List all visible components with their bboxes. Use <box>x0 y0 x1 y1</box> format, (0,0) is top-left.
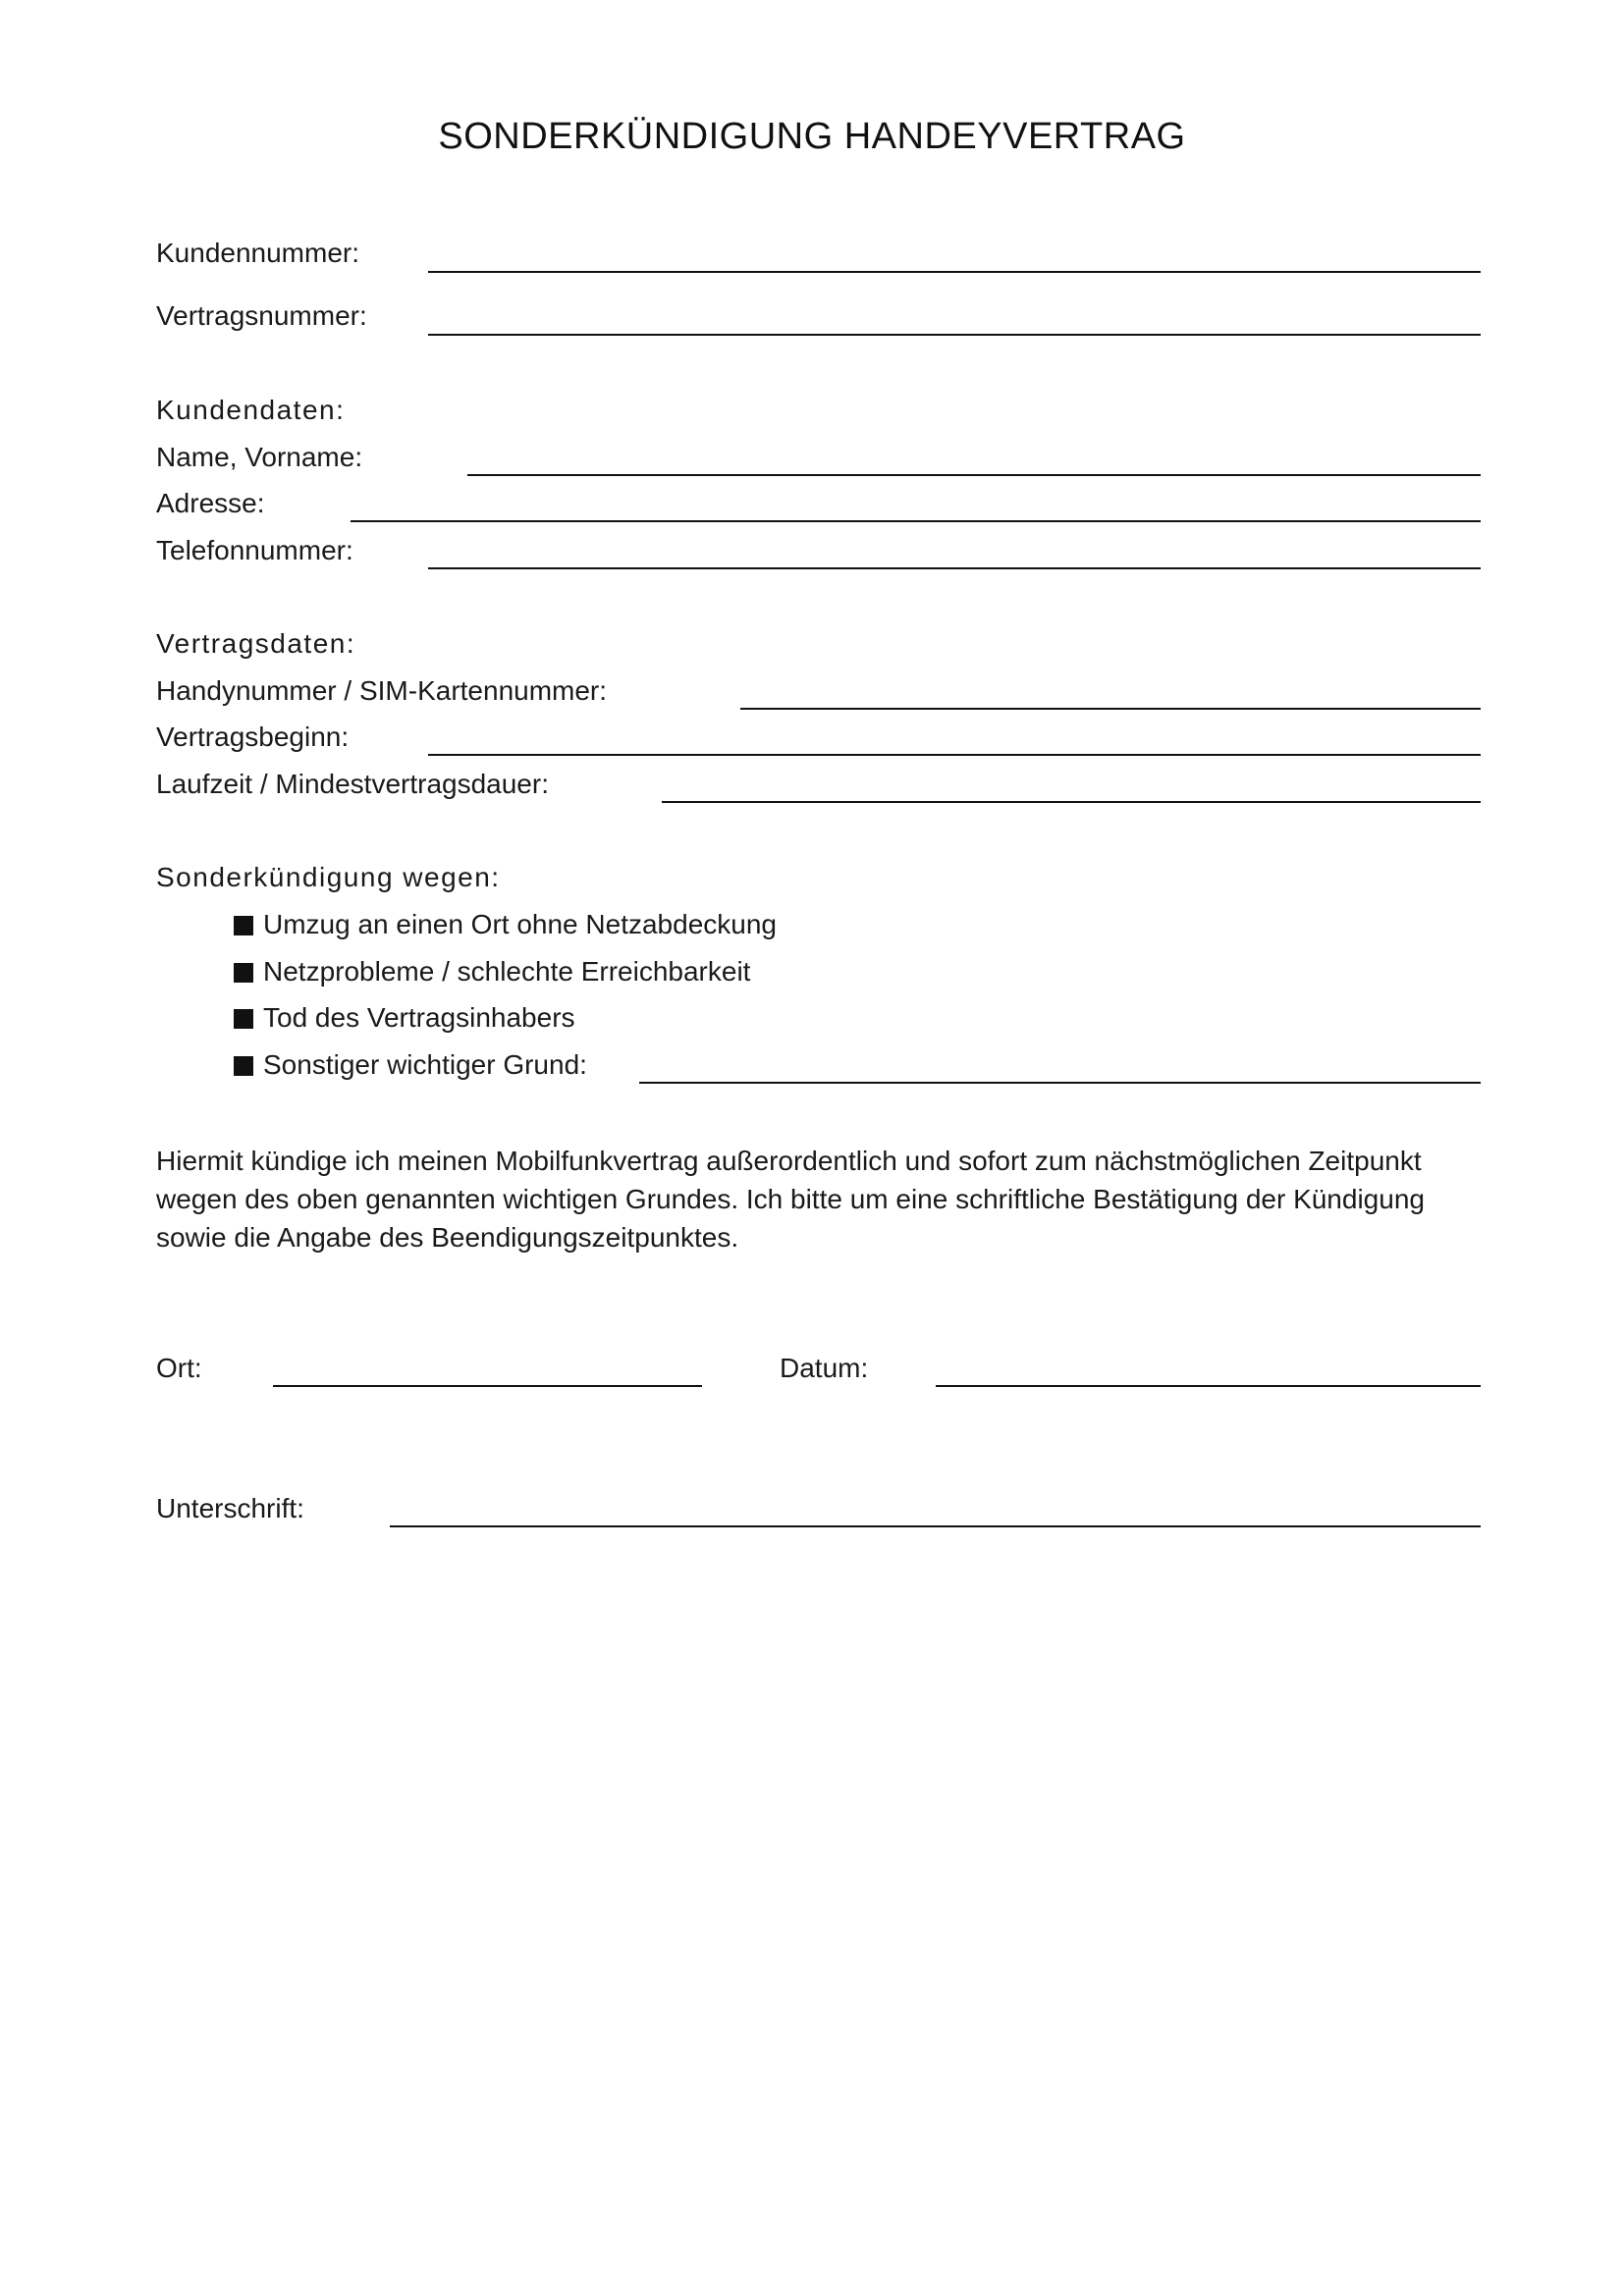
option-tod[interactable] <box>234 1002 575 1034</box>
vertragsdaten-heading: Vertragsdaten: <box>156 628 356 659</box>
kundennummer-field[interactable] <box>428 271 1481 273</box>
option-sonstiger[interactable] <box>234 1049 587 1081</box>
adresse-field[interactable] <box>351 520 1481 522</box>
datum-label: Datum: <box>780 1353 869 1383</box>
vertragsbeginn-field[interactable] <box>428 754 1481 756</box>
sonstiger-grund-field[interactable] <box>639 1082 1481 1084</box>
checkbox-square-icon <box>234 916 253 935</box>
option-umzug[interactable] <box>234 909 777 940</box>
document-title: SONDERKÜNDIGUNG HANDEYVERTRAG <box>438 116 1186 157</box>
option-label: Sonstiger wichtiger Grund: <box>263 1049 587 1080</box>
body-line: wegen des oben genannten wichtigen Grundes. Ich bitte um eine schriftliche Bestätigung der Kündigung <box>156 1184 1425 1214</box>
body-line: Hiermit kündige ich meinen Mobilfunkvertrag außerordentlich und sofort zum nächstmöglichen Zeitpunkt <box>156 1146 1422 1176</box>
body-line: sowie die Angabe des Beendigungszeitpunktes. <box>156 1222 739 1253</box>
adresse-label: Adresse: <box>156 488 265 518</box>
unterschrift-field[interactable] <box>390 1525 1481 1527</box>
option-netzprobleme[interactable] <box>234 956 750 988</box>
laufzeit-field[interactable] <box>662 801 1481 803</box>
checkbox-square-icon <box>234 963 253 983</box>
grund-heading: Sonderkündigung wegen: <box>156 862 501 892</box>
option-label: Tod des Vertragsinhabers <box>263 1002 575 1033</box>
telefon-field[interactable] <box>428 567 1481 569</box>
vertragsnummer-label: Vertragsnummer: <box>156 300 367 331</box>
kundennummer-label: Kundennummer: <box>156 238 360 268</box>
handynummer-field[interactable] <box>740 708 1481 710</box>
telefon-label: Telefonnummer: <box>156 535 353 565</box>
ort-label: Ort: <box>156 1353 202 1383</box>
handynummer-label: Handynummer / SIM-Kartennummer: <box>156 675 608 706</box>
checkbox-square-icon <box>234 1056 253 1076</box>
ort-field[interactable] <box>273 1385 702 1387</box>
name-field[interactable] <box>467 474 1481 476</box>
option-label: Netzprobleme / schlechte Erreichbarkeit <box>263 956 751 987</box>
vertragsnummer-field[interactable] <box>428 334 1481 336</box>
kuendigung-text <box>156 1142 1491 1256</box>
unterschrift-label: Unterschrift: <box>156 1493 304 1523</box>
checkbox-square-icon <box>234 1009 253 1029</box>
laufzeit-label: Laufzeit / Mindestvertragsdauer: <box>156 769 549 799</box>
name-label: Name, Vorname: <box>156 442 363 472</box>
vertragsbeginn-label: Vertragsbeginn: <box>156 721 350 752</box>
kundendaten-heading: Kundendaten: <box>156 395 346 425</box>
datum-field[interactable] <box>936 1385 1481 1387</box>
option-label: Umzug an einen Ort ohne Netzabdeckung <box>263 909 777 939</box>
